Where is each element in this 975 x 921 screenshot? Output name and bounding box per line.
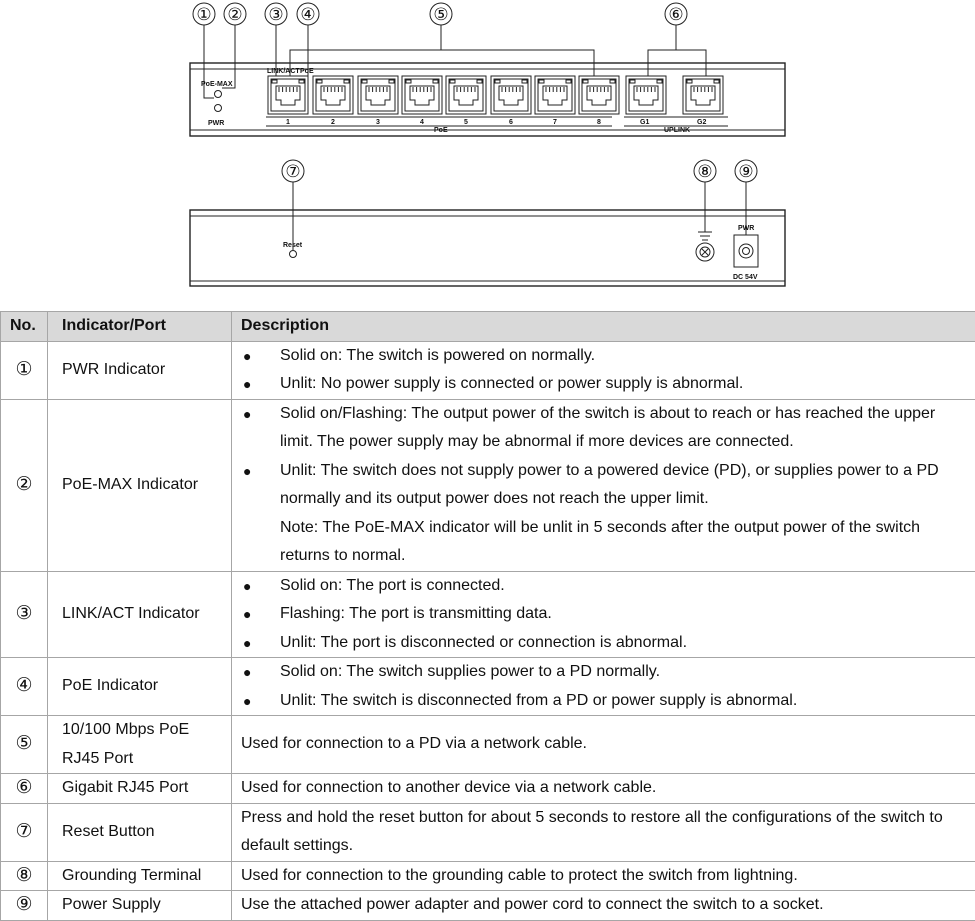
uplink-port-label: G1 [640,119,649,126]
indicator-port-table [0,311,975,921]
callout-number: ⑧ [697,162,712,181]
row-number: ④ [1,658,48,716]
row-number: ⑧ [1,861,48,891]
row-description: Press and hold the reset button for about 5 seconds to restore all the configurations of the switch to default settings. [232,803,975,861]
pwr-label: PWR [208,120,224,127]
table-row [1,571,975,658]
callout-7 [282,160,304,250]
row-number: ③ [1,571,48,658]
table-row [1,399,975,571]
row-description: Use the attached power adapter and power cord to connect the switch to a socket. [232,891,975,921]
table-row [1,716,975,774]
bullet-item: ● Unlit: The port is disconnected or connection is abnormal. [241,629,971,658]
row-description [232,341,975,399]
poe-port-3 [358,76,398,114]
row-description [232,399,975,571]
callout-number: ② [227,5,242,24]
poe-port-8 [579,76,619,114]
callout-4 [297,3,319,76]
row-description [232,658,975,716]
row-number: ⑥ [1,774,48,804]
callout-number: ⑤ [433,5,448,24]
poe-port-4 [402,76,442,114]
row-number: ① [1,341,48,399]
row-name: LINK/ACT Indicator [48,571,232,658]
pwr-led [215,105,222,112]
table-row [1,803,975,861]
uplink-group-label: UPLINK [664,127,690,134]
table-row [1,341,975,399]
uplink-port-label: G2 [697,119,706,126]
row-description: Used for connection to the grounding cable to protect the switch from lightning. [232,861,975,891]
row-name: PoE-MAX Indicator [48,399,232,571]
reset-label: Reset [283,242,303,249]
callout-number: ④ [300,5,315,24]
poe-port-2 [313,76,353,114]
header-indicator-port: Indicator/Port [48,312,232,342]
table-row [1,891,975,921]
row-description: Used for connection to another device via a network cable. [232,774,975,804]
header-description: Description [232,312,975,342]
row-name: Power Supply [48,891,232,921]
rear-panel [190,210,785,286]
row-number: ⑦ [1,803,48,861]
poe-port-6 [491,76,531,114]
callout-number: ③ [268,5,283,24]
row-name: Gigabit RJ45 Port [48,774,232,804]
callout-9 [735,160,757,235]
row-description: Used for connection to a PD via a network cable. [232,716,975,774]
poe-port-5 [446,76,486,114]
table-row [1,774,975,804]
poe-port-7 [535,76,575,114]
row-name: PoE Indicator [48,658,232,716]
bullet-item: ● Solid on/Flashing: The output power of the switch is about to reach or has reached the upper limit. The power supply may be abnormal if more devices are connected. [241,400,971,457]
header-no: No. [1,312,48,342]
poe-max-led [215,91,222,98]
callout-5 [290,3,594,76]
callout-number: ① [196,5,211,24]
callout-number: ⑨ [738,162,753,181]
rear-pwr-label: PWR [738,225,754,232]
dc-label: DC 54V [733,274,758,281]
row-number: ② [1,399,48,571]
power-jack [734,235,758,267]
port-number-label: 4 [420,119,424,126]
bullet-item: ● Solid on: The switch is powered on normally. [241,342,971,371]
port-number-label: 8 [597,119,601,126]
poe-max-label: PoE-MAX [201,81,233,88]
row-name: Grounding Terminal [48,861,232,891]
port-number-label: 7 [553,119,557,126]
callout-6 [648,3,706,76]
row-name: PWR Indicator [48,341,232,399]
note-text: Note: The PoE-MAX indicator will be unlit in 5 seconds after the output power of the switch returns to normal. [241,514,971,571]
poe-led-label: PoE [300,68,314,75]
row-number: ⑨ [1,891,48,921]
bullet-item: ● Solid on: The switch supplies power to a PD normally. [241,658,971,687]
row-number: ⑤ [1,716,48,774]
port-number-label: 1 [286,119,290,126]
uplink-port-g2 [683,76,723,114]
link-act-label: LINK/ACT [267,68,300,75]
table-header-row [1,312,975,342]
row-name: 10/100 Mbps PoE RJ45 Port [48,716,232,774]
bullet-item: ● Unlit: The switch is disconnected from a PD or power supply is abnormal. [241,687,971,716]
bullet-item: ● Solid on: The port is connected. [241,572,971,601]
bullet-item: ● Unlit: The switch does not supply power to a powered device (PD), or supplies power to a PD normally and its output power does not reach the upper limit. [241,457,971,514]
reset-button [290,251,297,258]
callout-3 [265,3,287,76]
port-number-label: 2 [331,119,335,126]
switch-panel-figure [0,0,975,300]
callout-number: ⑥ [668,5,683,24]
table-row [1,861,975,891]
bullet-item: ● Flashing: The port is transmitting data. [241,600,971,629]
callout-number: ⑦ [285,162,300,181]
port-number-label: 6 [509,119,513,126]
uplink-port-g1 [626,76,666,114]
row-description [232,571,975,658]
callout-2 [222,3,246,88]
bullet-item: ● Unlit: No power supply is connected or power supply is abnormal. [241,370,971,399]
port-number-label: 3 [376,119,380,126]
port-number-label: 5 [464,119,468,126]
poe-group-label: PoE [434,127,448,134]
row-name: Reset Button [48,803,232,861]
poe-port-1 [268,76,308,114]
table-row [1,658,975,716]
